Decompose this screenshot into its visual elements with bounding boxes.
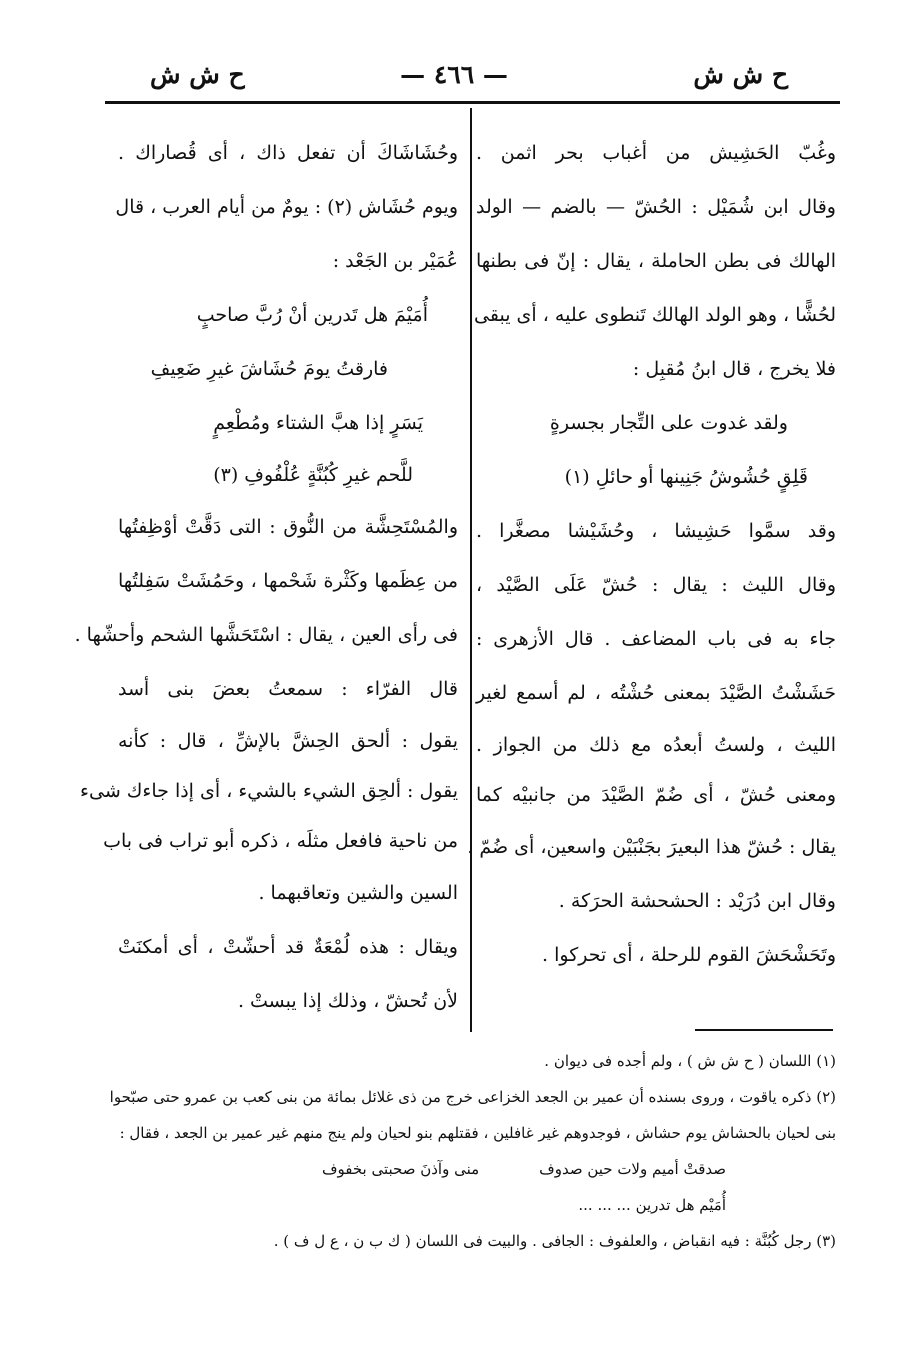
text-line: ويوم حُشَاش (٢) : يومٌ من أيام العرب ، قال — [115, 196, 458, 218]
text-line: حَشَشْتُ الصَّيْدَ بمعنى حُشْتُه ، لم أسمع لغير — [476, 682, 836, 704]
footnote-2: (٢) ذكره ياقوت ، وروى بسنده أن عمير بن الجعد الخزاعى خرج من ذى غلائل بمائة من بنى كعب بن عمرو حتى صبّحوا — [109, 1088, 836, 1106]
verse-line: أُمَيْمَ هل تَدرين أنْ رُبَّ صاحبٍ — [196, 304, 428, 326]
verse-line: فارقتُ يومَ حُشَاشَ غيرِ ضَعِيفِ — [150, 358, 388, 380]
text-line: يقال : حُشّ هذا البعيرَ بجَنْبَيْن واسعين، أى ضُمّ . — [467, 836, 836, 858]
running-header-left: ح ش ش — [150, 60, 245, 89]
footnote-1: (١) اللسان ( ح ش ش ) ، ولم أجده فى ديوان . — [544, 1052, 836, 1070]
text-line: جاء به فى باب المضاعف . قال الأزهرى : — [476, 628, 836, 650]
text-line: قال الفرّاء : سمعتُ بعضَ بنى أسد — [118, 678, 458, 700]
right-column — [467, 126, 836, 982]
verse-hemistich-right: صدقتْ أميم ولات حين صدوف — [539, 1160, 726, 1178]
left-column — [74, 126, 458, 1028]
footnote-rule — [695, 1029, 833, 1031]
text-line: عُمَيْر بن الجَعْد : — [332, 250, 458, 272]
footnote-2-continued: بنى لحيان بالحشاش يوم حشاش ، فوجدوهم غير غافلين ، فقتلهم بنو لحيان ولم ينج منهم غير عمير بن الجعد ، فقال : — [119, 1124, 836, 1142]
text-line: ويقال : هذه لُمْعَةٌ قد أحشّتْ ، أى أمكنَتْ — [118, 936, 458, 958]
verse-line: ولقد غدوت على التِّجار بجسرةٍ — [549, 412, 788, 434]
text-line: فى رأى العين ، يقال : اسْتَحَشَّها الشحم وأحشّها . — [74, 624, 458, 646]
footnote-2-tail: أُمَيْم هل تدرين ... ... ... — [578, 1196, 726, 1214]
column-divider — [470, 108, 472, 1032]
text-line: وحُشَاشَاكَ أن تفعل ذاك ، أى قُصاراك . — [118, 142, 458, 164]
page-number: — ٤٦٦ — — [400, 60, 508, 89]
text-line: لحُشًّا ، وهو الولد الهالك تَنطوى عليه ، أى يبقى — [474, 304, 836, 326]
text-line: ومعنى حُشّ ، أى ضُمّ الصَّيْدَ من جانبيْه كما — [476, 784, 836, 806]
text-line: فلا يخرج ، قال ابنُ مُقبِل : — [632, 358, 836, 380]
text-line: الليث ، ولستُ أبعدُه مع ذلك من الجواز . — [476, 734, 836, 756]
text-line: السين والشين وتعاقبهما . — [258, 882, 458, 904]
verse-line: للَّحم غيرِ كُبُنَّةٍ عُلْفُوفِ (٣) — [213, 464, 413, 486]
footnote-3: (٣) رجل كُبُنَّة : فيه انقباض ، والعلفوف : الجافى . والبيت فى اللسان ( ك ب ن ، ع ل ف ) . — [273, 1232, 836, 1250]
verse-hemistich-left: منى وآذنَ صحبتى بخفوف — [321, 1160, 480, 1178]
text-line: من ناحية فافعل مثلَه ، ذكره أبو تراب فى باب — [103, 830, 458, 852]
text-line: وقال الليث : يقال : حُشّ عَلَى الصَّيْد ، — [476, 574, 836, 596]
footnote-2-verse — [116, 1151, 836, 1187]
running-header-right: ح ش ش — [693, 60, 788, 89]
verse-line: يَسَرٍ إذا هبَّ الشتاء ومُطْعِمٍ — [213, 412, 423, 434]
text-line: الهالك فى بطن الحاملة ، يقال : إنّ فى بطنها — [476, 250, 836, 272]
text-line: وقد سمَّوا حَشِيشا ، وحُشَيْشا مصغَّرا . — [476, 520, 836, 542]
text-line: لأن تُحشّ ، وذلك إذا يبستْ . — [237, 990, 458, 1012]
footnotes — [109, 1043, 836, 1259]
verse-line: قَلِقٍ حُشُوشُ جَنِينها أو حائلِ (١) — [564, 466, 808, 488]
text-line: يقول : ألحِق الشيء بالشيء ، أى إذا جاءك شىء — [80, 780, 458, 802]
text-line: وتَحَشْحَشَ القوم للرحلة ، أى تحركوا . — [542, 944, 836, 966]
text-line: وغُبّ الحَشِيش من أغباب بحر اثمن . — [476, 142, 836, 164]
text-line: من عِظَمها وكَثْرة شَحْمها ، وحَمُشَتْ سَفِلتُها — [118, 570, 458, 592]
text-line: والمُسْتَحِشَّة من النُّوق : التى دَقَّتْ أوْظِفتُها — [118, 516, 458, 538]
header-rule — [105, 101, 840, 104]
text-line: وقال ابن شُمَيْل : الحُشّ — بالضم — الولد — [476, 196, 836, 218]
text-line: وقال ابن دُرَيْد : الحشحشة الحرَكة . — [558, 890, 836, 912]
text-line: يقول : ألحق الحِشَّ بالإشِّ ، قال : كأنه — [118, 730, 458, 752]
